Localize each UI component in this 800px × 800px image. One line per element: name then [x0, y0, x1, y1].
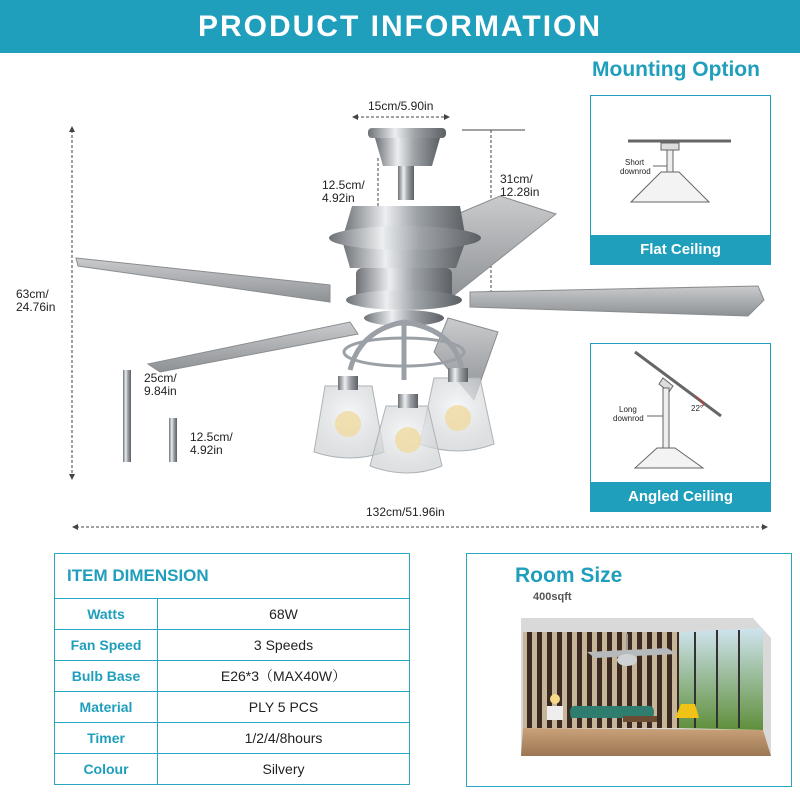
light-shades — [314, 368, 494, 473]
room-size-card — [466, 553, 792, 787]
overall-height-label-2: 24.76in — [16, 300, 56, 314]
overall-height-label-1: 63cm/ — [16, 287, 49, 301]
spec-value: 68W — [158, 599, 410, 630]
spec-value: PLY 5 PCS — [158, 692, 410, 723]
table-row — [55, 754, 410, 785]
short-rod-label-1: 12.5cm/ — [190, 430, 233, 444]
spec-key: Watts — [55, 599, 158, 630]
flat-ceiling-label: Flat Ceiling — [591, 235, 770, 264]
long-rod-label-2: 9.84in — [144, 384, 177, 398]
table-row — [55, 692, 410, 723]
downrod-length-label-1: 12.5cm/ — [322, 178, 365, 192]
room-size-title: Room Size — [515, 564, 623, 587]
drop-height-label-1: 31cm/ — [500, 172, 533, 186]
page-title: PRODUCT INFORMATION — [0, 0, 800, 53]
flat-ceiling-card — [590, 95, 771, 265]
flat-ceiling-diagram — [591, 96, 770, 234]
flat-rod-note-1: Short — [625, 158, 645, 167]
item-dimension-title: ITEM DIMENSION — [55, 554, 410, 599]
top-width-label: 15cm/5.90in — [368, 99, 434, 113]
span-label: 132cm/51.96in — [366, 505, 445, 519]
room-illustration — [467, 606, 791, 786]
table-header-row — [55, 554, 410, 599]
angled-rod-note-1: Long — [619, 405, 637, 414]
spec-key: Timer — [55, 723, 158, 754]
angled-ceiling-label: Angled Ceiling — [591, 482, 770, 511]
item-dimension-table — [54, 553, 410, 785]
angled-rod-note-2: downrod — [613, 414, 644, 423]
table-row — [55, 630, 410, 661]
angle-label: 22° — [691, 404, 704, 413]
spec-value: Silvery — [158, 754, 410, 785]
spec-value: 1/2/4/8hours — [158, 723, 410, 754]
spec-key: Material — [55, 692, 158, 723]
short-rod-label-2: 4.92in — [190, 443, 223, 457]
fan-canopy — [368, 128, 446, 200]
angled-ceiling-diagram — [591, 344, 770, 481]
drop-height-label-2: 12.28in — [500, 185, 540, 199]
angled-ceiling-card — [590, 343, 771, 512]
spec-key: Bulb Base — [55, 661, 158, 692]
downrod-length-label-2: 4.92in — [322, 191, 355, 205]
long-rod-label-1: 25cm/ — [144, 371, 177, 385]
flat-rod-note-2: downrod — [620, 167, 651, 176]
table-row — [55, 723, 410, 754]
spec-key: Colour — [55, 754, 158, 785]
spec-value: 3 Speeds — [158, 630, 410, 661]
spec-key: Fan Speed — [55, 630, 158, 661]
table-row — [55, 661, 410, 692]
spec-value: E26*3（MAX40W） — [158, 661, 410, 692]
table-row — [55, 599, 410, 630]
mounting-option-title: Mounting Option — [592, 58, 760, 81]
room-size-value: 400sqft — [533, 591, 572, 603]
